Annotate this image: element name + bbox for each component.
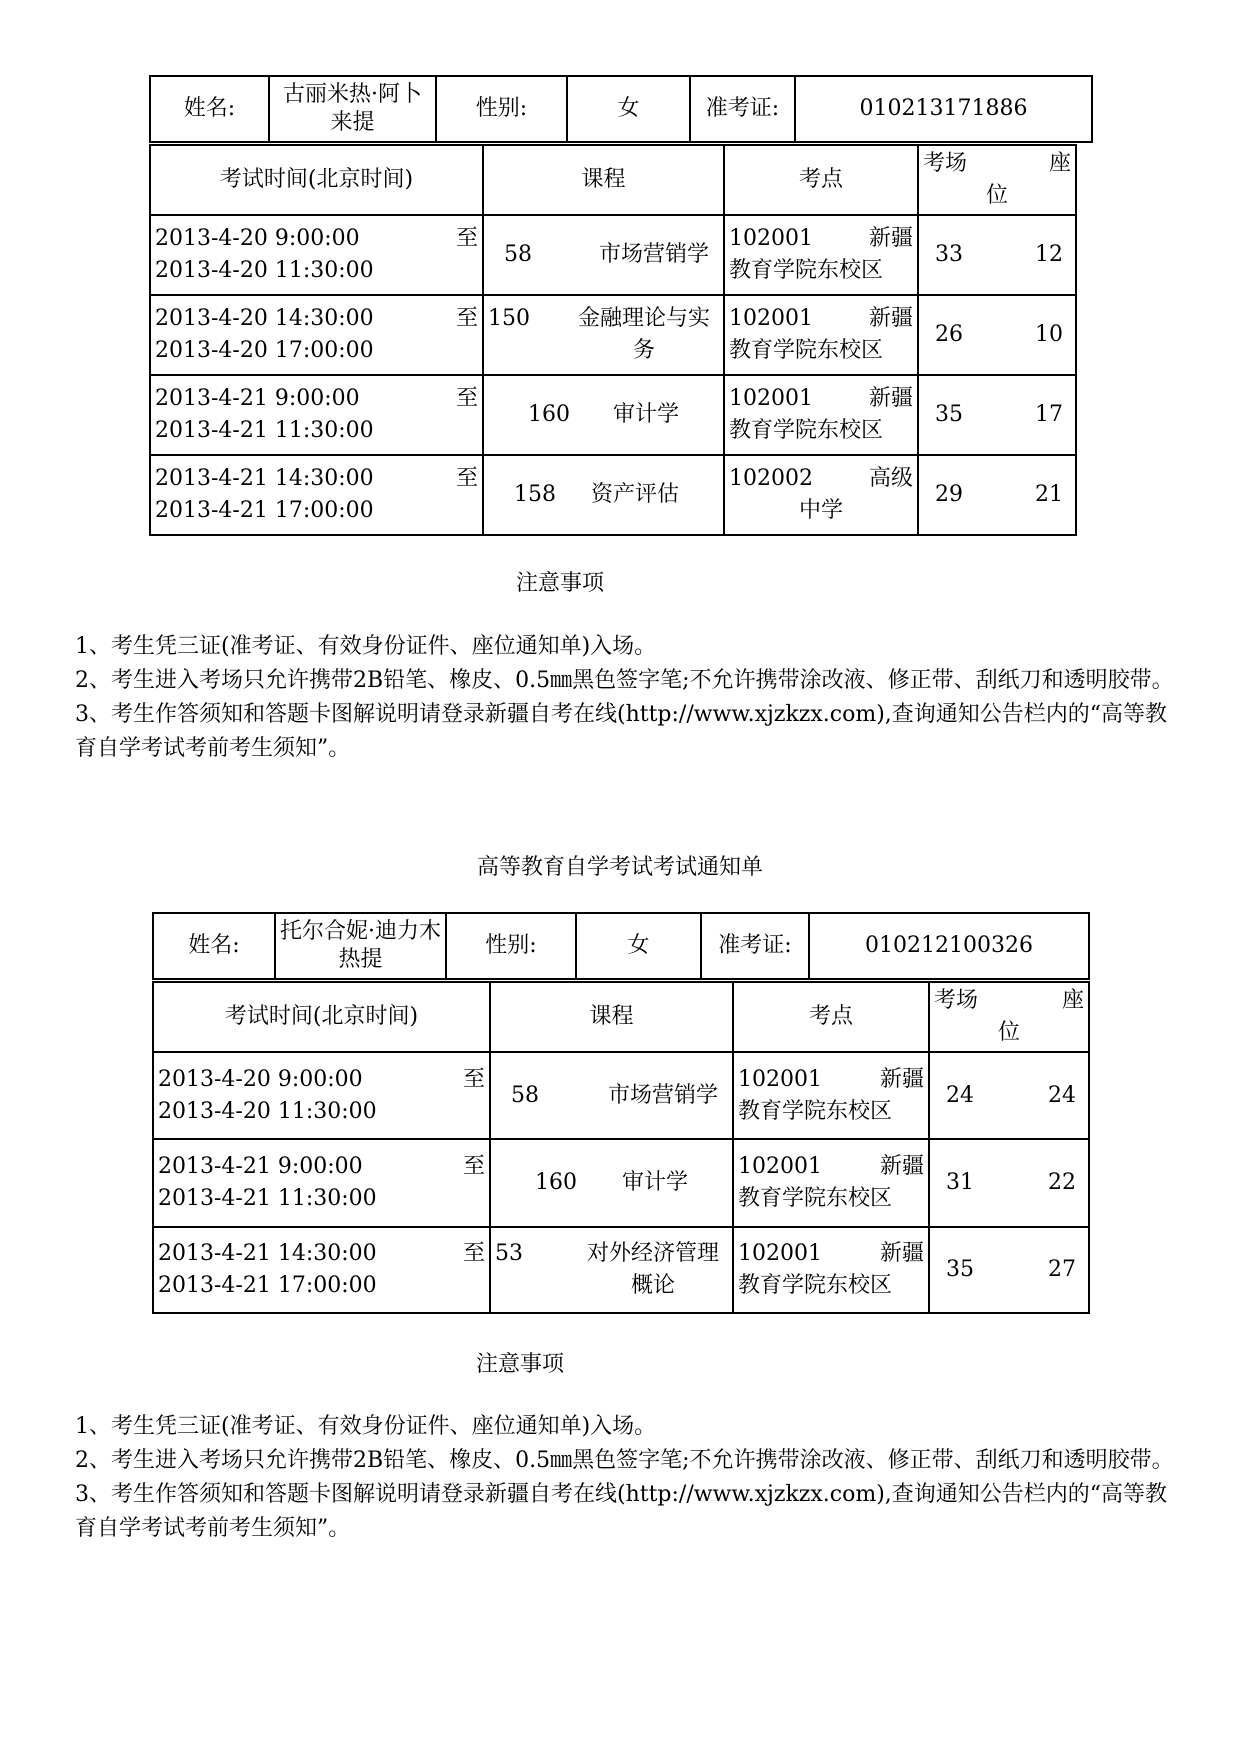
ticket-number: 010213171886 [795, 76, 1092, 142]
site-cell [724, 375, 918, 455]
table-row [150, 455, 1076, 535]
note-item: 3、考生作答须知和答题卡图解说明请登录新疆自考在线(http://www.xjzkzx.com),查询通知公告栏内的“高等教育自学考试考前考生须知”。 [75, 702, 1168, 761]
exam-time [150, 375, 483, 455]
time-end: 2013-4-21 17:00:00 [155, 498, 374, 523]
course-cell [490, 1052, 733, 1139]
time-end: 2013-4-21 11:30:00 [155, 418, 374, 443]
course-cell [483, 455, 724, 535]
site-name: 新疆 [879, 1241, 924, 1266]
seat-no: 10 [1035, 322, 1063, 347]
note-item: 1、考生凭三证(准考证、有效身份证件、座位通知单)入场。 [75, 634, 657, 659]
table-row [150, 215, 1076, 295]
course-name: 对外经济管理概论 [586, 1241, 719, 1298]
time-start: 2013-4-20 14:30:00 [155, 306, 374, 331]
gender-value: 女 [567, 76, 690, 142]
gender-label: 性别: [446, 913, 576, 979]
seat-no: 12 [1035, 242, 1063, 267]
time-end: 2013-4-21 17:00:00 [158, 1273, 377, 1298]
exam-time [150, 295, 483, 375]
note-item: 3、考生作答须知和答题卡图解说明请登录新疆自考在线(http://www.xjzkzx.com),查询通知公告栏内的“高等教育自学考试考前考生须知”。 [75, 1482, 1168, 1541]
candidate-name: 托尔合妮·迪力木热提 [275, 913, 446, 979]
name-label: 姓名: [150, 76, 269, 142]
time-end: 2013-4-20 11:30:00 [155, 258, 374, 283]
seat-cell [929, 1139, 1089, 1227]
seat-no: 22 [1048, 1170, 1076, 1195]
site-name-2: 中学 [798, 498, 843, 523]
header-seat [918, 145, 1076, 215]
room-no: 26 [935, 322, 963, 347]
course-cell [483, 375, 724, 455]
site-cell [733, 1052, 929, 1139]
time-start: 2013-4-21 14:30:00 [158, 1241, 377, 1266]
table-row [150, 295, 1076, 375]
site-cell [724, 215, 918, 295]
site-name: 新疆 [868, 386, 913, 411]
course-name: 市场营销学 [598, 242, 709, 267]
seat-cell [918, 215, 1076, 295]
header-seat-c: 位 [997, 1020, 1020, 1045]
site-name: 新疆 [879, 1154, 924, 1179]
time-end: 2013-4-20 11:30:00 [158, 1098, 377, 1124]
to-label: 至 [455, 306, 478, 331]
to-label: 至 [462, 1241, 485, 1266]
site-name-2: 教育学院东校区 [729, 338, 884, 363]
course-name: 资产评估 [590, 482, 679, 507]
time-end: 2013-4-20 17:00:00 [155, 338, 374, 363]
exam-time [153, 1139, 490, 1227]
exam-time [150, 455, 483, 535]
note-item: 1、考生凭三证(准考证、有效身份证件、座位通知单)入场。 [75, 1414, 657, 1439]
header-seat-a: 考场 [923, 151, 968, 176]
exam-time [153, 1227, 490, 1313]
site-cell [724, 455, 918, 535]
seat-cell [929, 1227, 1089, 1313]
course-code: 160 [528, 402, 570, 427]
header-seat [929, 982, 1089, 1052]
course-cell [490, 1227, 733, 1313]
table-row [153, 1139, 1089, 1227]
time-end: 2013-4-21 11:30:00 [158, 1186, 377, 1211]
seat-cell [918, 455, 1076, 535]
room-no: 24 [946, 1082, 974, 1108]
site-name-2: 教育学院东校区 [729, 258, 884, 283]
site-code: 102001 [729, 306, 813, 331]
header-seat-a: 考场 [934, 988, 979, 1013]
site-name: 新疆 [879, 1066, 924, 1092]
room-no: 35 [946, 1257, 974, 1282]
course-code: 58 [504, 242, 532, 267]
site-name-2: 教育学院东校区 [738, 1186, 893, 1211]
table-row [153, 1227, 1089, 1313]
ticket-label: 准考证: [690, 76, 795, 142]
s2-info-table [152, 912, 1090, 980]
to-label: 至 [455, 466, 478, 491]
exam-time [150, 215, 483, 295]
header-seat-b: 座 [1061, 988, 1084, 1013]
to-label: 至 [455, 386, 478, 411]
seat-no: 21 [1035, 482, 1063, 507]
site-code: 102002 [729, 466, 813, 491]
notes-list [75, 1410, 1175, 1546]
table-row [150, 375, 1076, 455]
header-seat-c: 位 [985, 183, 1008, 208]
site-code: 102001 [738, 1154, 822, 1179]
header-course: 课程 [490, 982, 733, 1052]
course-code: 58 [511, 1082, 539, 1108]
site-code: 102001 [738, 1066, 822, 1092]
header-site: 考点 [733, 982, 929, 1052]
exam-time [153, 1052, 490, 1139]
course-code: 160 [535, 1170, 577, 1195]
seat-no: 27 [1048, 1257, 1076, 1282]
course-code: 158 [514, 482, 556, 507]
gender-value: 女 [576, 913, 701, 979]
course-code: 150 [488, 306, 530, 331]
course-cell [483, 215, 724, 295]
site-code: 102001 [729, 226, 813, 251]
course-name: 市场营销学 [607, 1082, 718, 1108]
to-label: 至 [462, 1066, 485, 1092]
seat-cell [929, 1052, 1089, 1139]
site-name: 高级 [868, 466, 913, 491]
course-cell [490, 1139, 733, 1227]
room-no: 33 [935, 242, 963, 267]
candidate-name: 古丽米热·阿卜来提 [269, 76, 436, 142]
s1-info-table [149, 75, 1093, 143]
course-code: 53 [495, 1241, 523, 1266]
site-code: 102001 [729, 386, 813, 411]
site-name-2: 教育学院东校区 [738, 1273, 893, 1298]
seat-no: 17 [1035, 402, 1063, 427]
notice-title: 高等教育自学考试考试通知单 [476, 855, 763, 880]
ticket-number: 010212100326 [809, 913, 1089, 979]
site-name: 新疆 [868, 306, 913, 331]
room-no: 35 [935, 402, 963, 427]
seat-cell [918, 375, 1076, 455]
time-start: 2013-4-20 9:00:00 [158, 1066, 363, 1092]
time-start: 2013-4-21 14:30:00 [155, 466, 374, 491]
to-label: 至 [462, 1154, 485, 1179]
ticket-label: 准考证: [701, 913, 809, 979]
time-start: 2013-4-21 9:00:00 [158, 1154, 363, 1179]
header-time: 考试时间(北京时间) [150, 145, 483, 215]
site-cell [733, 1139, 929, 1227]
to-label: 至 [455, 226, 478, 251]
room-no: 29 [935, 482, 963, 507]
name-label: 姓名: [153, 913, 275, 979]
site-code: 102001 [738, 1241, 822, 1266]
site-cell [733, 1227, 929, 1313]
course-name: 金融理论与实务 [577, 306, 710, 363]
seat-no: 24 [1048, 1082, 1076, 1108]
course-name: 审计学 [621, 1170, 688, 1195]
time-start: 2013-4-20 9:00:00 [155, 226, 360, 251]
header-seat-b: 座 [1048, 151, 1071, 176]
note-item: 2、考生进入考场只允许携带2B铅笔、橡皮、0.5㎜黑色签字笔;不允许携带涂改液、修正带、刮纸刀和透明胶带。 [75, 668, 1174, 693]
course-name: 审计学 [612, 402, 679, 427]
site-name: 新疆 [868, 226, 913, 251]
gender-label: 性别: [436, 76, 567, 142]
site-name-2: 教育学院东校区 [738, 1098, 893, 1124]
header-course: 课程 [483, 145, 724, 215]
s1-schedule-table [149, 144, 1077, 536]
time-start: 2013-4-21 9:00:00 [155, 386, 360, 411]
table-row [153, 1052, 1089, 1139]
header-time: 考试时间(北京时间) [153, 982, 490, 1052]
seat-cell [918, 295, 1076, 375]
notes-list [75, 630, 1175, 766]
room-no: 31 [946, 1170, 974, 1195]
course-cell [483, 295, 724, 375]
header-site: 考点 [724, 145, 918, 215]
note-item: 2、考生进入考场只允许携带2B铅笔、橡皮、0.5㎜黑色签字笔;不允许携带涂改液、修正带、刮纸刀和透明胶带。 [75, 1448, 1174, 1473]
notes-title: 注意事项 [475, 1352, 564, 1377]
site-name-2: 教育学院东校区 [729, 418, 884, 443]
notes-title: 注意事项 [515, 571, 604, 596]
s2-schedule-table [152, 981, 1090, 1314]
site-cell [724, 295, 918, 375]
